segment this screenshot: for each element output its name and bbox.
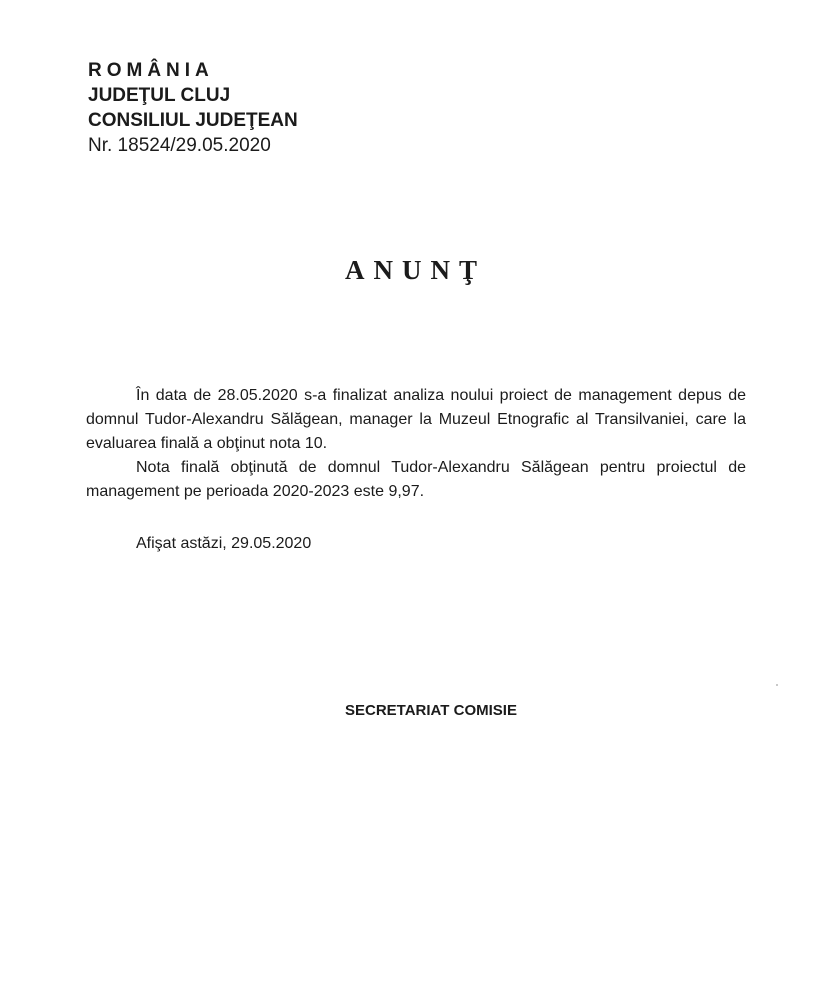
document-title: ANUNŢ: [344, 255, 486, 285]
announcement-body: [86, 384, 746, 504]
paragraph: În data de 28.05.2020 s-a finalizat analiza noului proiect de management depus de domnul Tudor-Alexandru Sălăgean, manager la Muzeul Etnografic al Transilvaniei, care la evaluarea finală a obţinut nota 10.: [86, 387, 746, 452]
country-name: ROMÂNIA: [88, 60, 214, 81]
letterhead: [88, 58, 298, 158]
posted-date: Afişat astăzi, 29.05.2020: [136, 535, 312, 552]
signature-block: SECRETARIAT COMISIE: [345, 702, 517, 719]
council-name: CONSILIUL JUDEŢEAN: [88, 110, 298, 131]
scan-speck: [776, 684, 778, 686]
county-name: JUDEŢUL CLUJ: [88, 85, 231, 106]
paragraph: Nota finală obţinută de domnul Tudor-Alexandru Sălăgean pentru proiectul de management pe perioada 2020-2023 este 9,97.: [86, 459, 746, 500]
registration-number: Nr. 18524/29.05.2020: [88, 135, 271, 156]
